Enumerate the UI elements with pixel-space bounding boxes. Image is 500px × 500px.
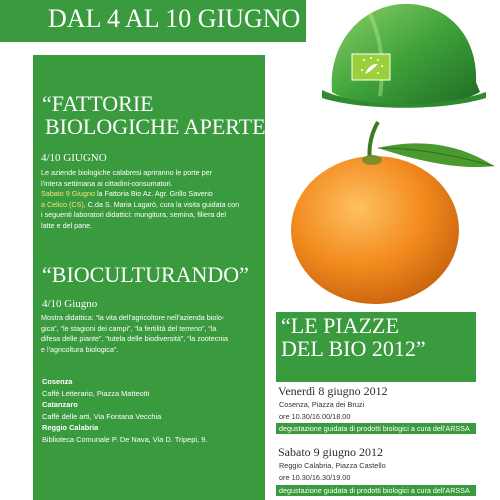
fattorie-p1-line1: Le aziende biologiche calabresi apriranno le porte per <box>41 168 213 177</box>
fattorie-p2-line1-rest: la Fattoria Bio Az. Agr. Grillo Saverio <box>94 189 213 198</box>
orange-fruit-icon <box>280 118 498 308</box>
fattorie-p1-line2: l'intera settimana ai cittadini-consumatori. <box>41 178 173 188</box>
fattorie-p2-line2-a: a Celico (CS), <box>41 199 86 209</box>
fattorie-p2-line2 <box>41 200 263 211</box>
fattorie-p2-line3: i seguenti laboratori didattici: mungitura, semina, filiera del <box>41 210 226 219</box>
event-date: Sabato 9 giugno 2012 <box>278 445 383 459</box>
venue-city: Reggio Calabria <box>42 423 99 432</box>
venue-city: Cosenza <box>42 377 73 386</box>
bioculturando-date: 4/10 Giugno <box>42 298 98 310</box>
bioculturando-line2: gica”, “le stagioni dei campi”, “la fertilità del terreno”, “la <box>41 323 217 333</box>
event-date: Venerdì 8 giugno 2012 <box>278 384 388 398</box>
event-description: degustazione guidata di prodotti biologici a cura dell'ARSSA <box>276 423 476 434</box>
event-times: ore 10.30/16.00/18.00 <box>279 412 351 421</box>
piazze-title-line2: DEL BIO 2012” <box>281 336 426 361</box>
venue-list <box>42 376 262 445</box>
fattorie-p2-line2-b: C.da S. Maria Lagarò, cura la visita guidata con <box>85 199 240 209</box>
fattorie-title-line1: “FATTORIE <box>42 91 154 116</box>
fattorie-title-line2: BIOLOGICHE APERTE” <box>45 114 276 139</box>
event-place: Reggio Calabria, Piazza Castello <box>279 461 386 470</box>
venue-place: Caffè delle arti, Via Fontana Vecchia <box>42 411 162 421</box>
header-title: DAL 4 AL 10 GIUGNO 2012 <box>48 4 359 33</box>
event-place: Cosenza, Piazza dei Bruzi <box>279 400 365 409</box>
event-description: degustazione guidata di prodotti biologici a cura dell'ARSSA <box>276 485 476 496</box>
fattorie-p2-line1 <box>41 189 263 200</box>
fattorie-description <box>41 168 263 231</box>
venue-place: Caffè Letterario, Piazza Matteotti <box>42 388 150 398</box>
bioculturando-title: “BIOCULTURANDO” <box>42 262 249 287</box>
eu-organic-logo <box>352 54 390 80</box>
venue-place: Biblioteca Comunale P. De Nava, Via D. Tripepi, 9. <box>42 434 208 444</box>
bioculturando-line4: e l'agricoltura biologica”. <box>41 344 119 354</box>
venue-city: Catanzaro <box>42 400 78 409</box>
fattorie-p2-lead: Sabato 9 Giugno <box>41 189 95 198</box>
bioculturando-description <box>41 313 263 355</box>
hard-hat-icon <box>310 0 490 110</box>
fattorie-date: 4/10 GIUGNO <box>41 152 107 164</box>
piazze-title <box>281 314 426 360</box>
piazze-title-line1: “LE PIAZZE <box>281 313 399 338</box>
bioculturando-line1: Mostra didattica: “la vita dell'agricoltore nell'azienda biolo- <box>41 313 225 322</box>
bioculturando-line3: difesa delle piante”, “tutela delle biodiversità”, “la zootecnia <box>41 334 228 343</box>
fattorie-p2-line4: latte e del pane. <box>41 220 93 230</box>
event-times: ore 10.30/16.30/19.00 <box>279 473 351 482</box>
